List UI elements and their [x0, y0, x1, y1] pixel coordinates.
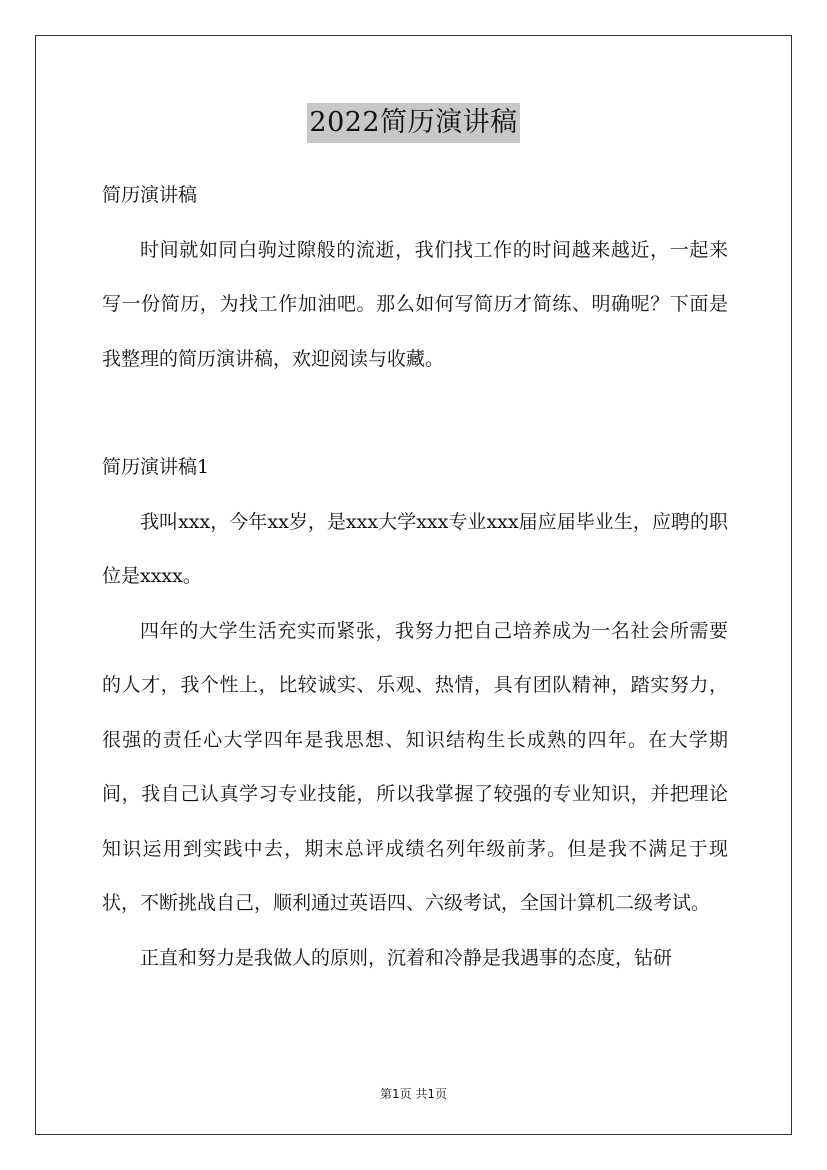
title-container [0, 103, 827, 143]
intro-paragraph: 时间就如同白驹过隙般的流逝，我们找工作的时间越来越近，一起来写一份简历，为找工作加油吧。那么如何写简历才简练、明确呢？下面是我整理的简历演讲稿，欢迎阅读与收藏。 [102, 238, 728, 370]
document-title: 2022简历演讲稿 [307, 103, 519, 143]
document-body [102, 168, 728, 985]
section-heading: 简历演讲稿1 [102, 456, 210, 478]
page-footer: 第1页 共1页 [379, 1087, 448, 1101]
paragraph-spacer [102, 386, 728, 440]
intro-heading: 简历演讲稿 [102, 184, 198, 206]
body-paragraph-3: 正直和努力是我做人的原则，沉着和冷静是我遇事的态度，钻研 [140, 946, 673, 969]
body-paragraph-1: 我叫xxx，今年xx岁，是xxx大学xxx专业xxx届应届毕业生，应聘的职位是xxxx。 [102, 510, 728, 587]
body-paragraph-2: 四年的大学生活充实而紧张，我努力把自己培养成为一名社会所需要的人才，我个性上，比较诚实、乐观、热情，具有团队精神，踏实努力，很强的责任心大学四年是我思想、知识结构生长成熟的四年。在大学期间，我自己认真学习专业技能，所以我掌握了较强的专业知识，并把理论知识运用到实践中去，期末总评成绩名列年级前茅。但是我不满足于现状，不断挑战自己，顺利通过英语四、六级考试，全国计算机二级考试。 [102, 619, 728, 914]
